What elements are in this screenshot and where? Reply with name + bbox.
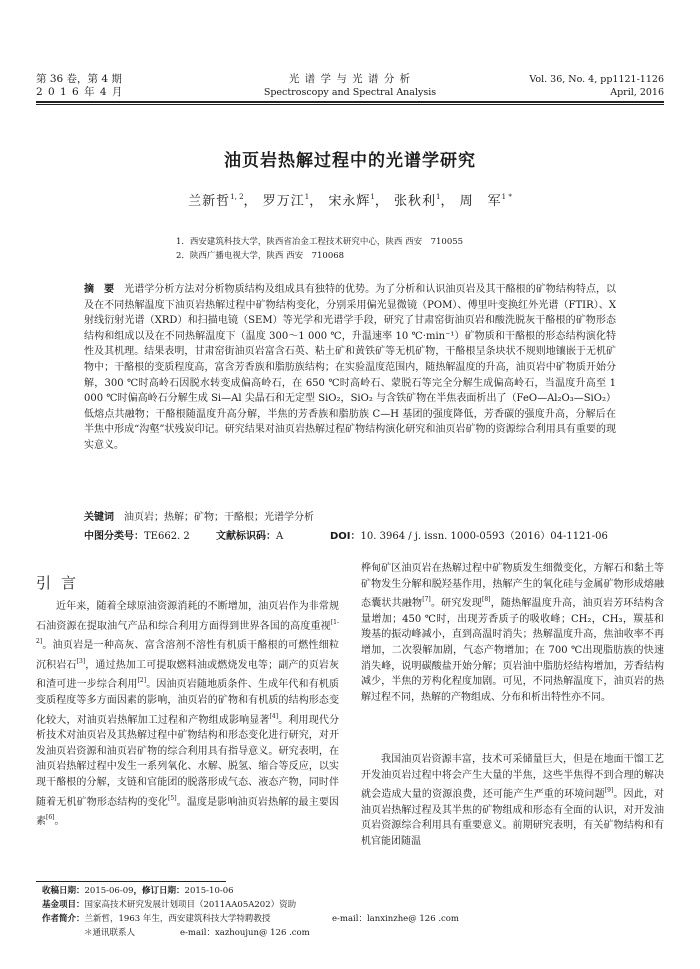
author-affiliation-mark: 1 * bbox=[501, 193, 512, 201]
citation: [8] bbox=[482, 596, 491, 604]
abstract bbox=[84, 282, 616, 454]
author-list: 兰新哲$^{1, 2}$， 罗万江$^1$， 宋永辉$^1$， 张秋利$^1$， 周 军$^{1 *}$ bbox=[188, 193, 512, 209]
doc-code-line bbox=[216, 527, 283, 542]
section-heading-introduction: 引言 bbox=[36, 574, 87, 592]
keywords-label: 关键词 bbox=[84, 512, 114, 523]
intro-paragraph-right-1: 桦甸矿区油页岩在热解过程中矿物质发生细微变化，方解石和黏土等矿物发生分解和脱羟基作用，热解产生的氧化硅与金属矿物形成熔融态囊状共融物[7]。研究发现[8]，随热解温度升高，油页岩芳环结构含量增加；450 ℃时，出现芳香质子的吸收峰；CH₂，CH₃，羰基和羧基的振动峰减小，直到高温时消失；热解温度升高，焦油收率不再增加，二次裂解加剧，气态产物增加；在 700 ℃出现脂肪族的快速消失峰，说明碳酸盐开始分解；页岩油中脂肪烃结构增加，芳香结构减少，半焦的芳构化程度加剧。可见，不同热解温度下，油页岩的热解过程不同，热解的产物组成、分布和析出特性亦不同。 bbox=[361, 563, 665, 703]
corresponding-author: ＊通讯联系人 bbox=[84, 928, 136, 938]
author-affiliation-mark: 1 bbox=[304, 193, 310, 201]
article-title: 油页岩热解过程中的光谱学研究 bbox=[224, 151, 476, 171]
header-volume-en: Vol. 36, No. 4, pp1121-1126 bbox=[529, 74, 664, 85]
header-rule bbox=[36, 101, 664, 103]
citation: [4] bbox=[269, 712, 279, 720]
affiliation-1: 1．西安建筑科技大学，陕西省冶金工程技术研究中心，陕西 西安 710055 bbox=[176, 237, 464, 247]
author-affiliation-mark: 1, 2 bbox=[230, 193, 244, 201]
doi-line bbox=[330, 527, 608, 542]
header-date-en: April, 2016 bbox=[610, 87, 664, 98]
header-journal-en: Spectroscopy and Spectral Analysis bbox=[263, 87, 437, 98]
doi-value: 10. 3964 / j. issn. 1000-0593（2016）04-1121-06 bbox=[360, 531, 608, 542]
citation: [3] bbox=[76, 657, 86, 665]
author-name: 宋永辉 bbox=[328, 194, 371, 209]
clc-label: 中图分类号： bbox=[84, 531, 144, 542]
citation: [5] bbox=[168, 794, 177, 802]
keywords-text: 油页岩；热解；矿物；干酪根；光谱学分析 bbox=[124, 512, 314, 523]
author-name: 罗万江 bbox=[262, 194, 305, 209]
author-name: 兰新哲 bbox=[188, 194, 231, 209]
doc-code-label: 文献标识码： bbox=[216, 531, 276, 542]
affiliation-2: 2．陕西广播电视大学，陕西 西安 710068 bbox=[176, 251, 345, 261]
corresponding-email: e-mail：xazhoujun@ 126 .com bbox=[180, 928, 310, 938]
author-bio: 作者简介：兰新哲，1963 年生，西安建筑科技大学特聘教授 bbox=[42, 914, 271, 924]
author-email: e-mail：lanxinzhe@ 126 .com bbox=[332, 914, 459, 924]
doc-code-value: A bbox=[276, 531, 284, 542]
abstract-label: 摘 要 bbox=[84, 284, 115, 295]
citation: [1-2] bbox=[36, 618, 339, 646]
doi-label: DOI： bbox=[330, 531, 361, 542]
author-name: 张秋利 bbox=[393, 194, 436, 209]
intro-paragraph-right-2: 我国油页岩资源丰富，技术可采储量巨大，但是在地面干馏工艺开发油页岩过程中将会产生大量的半焦，这些半焦得不到合理的解决就会造成大量的资源浪费，还可能产生严重的环境问题[9]。因此，对油页岩热解过程及其半焦的矿物组成和形态有全面的认识，对开发油页岩资源综合利用具有重要意义。前期研究表明，有关矿物结构和有机官能团随温 bbox=[361, 754, 665, 847]
footnote-rule bbox=[36, 881, 226, 882]
citation: [9] bbox=[604, 787, 614, 795]
author-affiliation-mark: 1 bbox=[436, 193, 441, 201]
abstract-text: 光谱学分析方法对分析物质结构及组成具有独特的优势。为了分析和认识油页岩及其干酪根的矿物结构特点，以及在不同热解温度下油页岩热解过程中矿物结构变化，分别采用偏光显微镜（POM）、傅里叶变换红外光谱（FTIR）、X 射线衍射光谱（XRD）和扫描电镜（SEM）等光学和光谱学手段，研究了甘肃窑街油页岩和酸洗脱灰干酪根的矿物形态结构和组成以及在不同热解温度下（温度 300～1 000 ℃，升温速率 10 ℃·min⁻¹）矿物质和干酪根的形态结构演化特性及其机理。结果表明，甘肃窑街油页岩富含石英、粘土矿和黄铁矿等无机矿物，干酪根呈条块状不规则地镶嵌于无机矿物中；干酪根的变质程度高，富含芳香族和脂肪族结构；在实验温度范围内，随热解温度的升高，油页岩中矿物质开始分解，300 ℃时高岭石因脱水转变成偏高岭石，在 650 ℃时高岭石、蒙脱石等完全分解生成偏高岭石，当温度升高至 1 000 ℃时偏高岭石分解生成 Si—Al 尖晶石和无定型 SiO₂，SiO₂ 与含铁矿物在半焦表面析出了（FeO—Al₂O₃—SiO₂）低熔点共融物；干酪根随温度升高分解，半焦的芳香族和脂肪族 C—H 基团的强度降低，芳香碳的强度升高，分解后在半焦中形成“沟壑”状残炭印记。研究结果对油页岩热解过程矿物结构演化研究和油页岩矿物的资源综合利用具有重要的现实意义。 bbox=[84, 284, 617, 451]
clc-value: TE662. 2 bbox=[144, 531, 190, 542]
author-affiliation-mark: 1 bbox=[370, 193, 375, 201]
intro-paragraph-left: 近年来，随着全球原油资源消耗的不断增加，油页岩作为非常规石油资源在提取油气产品和综合利用方面得到世界各国的高度重视[1-2]。油页岩是一种高灰、富含溶剂不溶性有机质干酪根的可燃性细粒沉积岩石[3]，通过热加工可提取燃料油或燃烧发电等；副产的页岩灰和渣可进一步综合利用[2]。因油页岩随地质条件、生成年代和有机质变质程度等多方面因素的影响，油页岩的矿物和有机质的结构形态变化较大，对油页岩热解加工过程和产物组成影响显著[4]。利用现代分析技术对油页岩及其热解过程中矿物结构和形态变化进行研究，对开发油页岩资源和油页岩矿物的综合利用具有指导意义。研究表明，在油页岩热解过程中发生一系列氧化、水解、脱氢、缩合等反应，以实现干酪根的分解，支链和官能团的脱落形成气态、液态产物，同时伴随着无机矿物形态结构的变化[5]。温度是影响油页岩热解的最主要因素[6]。 bbox=[36, 601, 340, 828]
citation: [2] bbox=[137, 677, 147, 685]
fund-note: 基金项目：国家高技术研究发展计划项目（2011AA05A202）资助 bbox=[42, 900, 297, 910]
received-dates: 收稿日期：2015-06-09，修订日期：2015-10-06 bbox=[42, 886, 234, 896]
citation: [7] bbox=[422, 596, 431, 604]
header-rule-thin bbox=[36, 104, 664, 105]
clc-line bbox=[84, 527, 190, 542]
author-name: 周 军 bbox=[459, 194, 502, 209]
header-journal-cn: 光 谱 学 与 光 谱 分 析 bbox=[288, 73, 412, 85]
header-volume-cn: 第 36 卷，第 4 期 bbox=[36, 73, 122, 85]
keywords-line bbox=[84, 508, 314, 523]
citation: [6] bbox=[46, 814, 55, 822]
header-date-cn: 2 0 1 6 年 4 月 bbox=[36, 86, 124, 98]
